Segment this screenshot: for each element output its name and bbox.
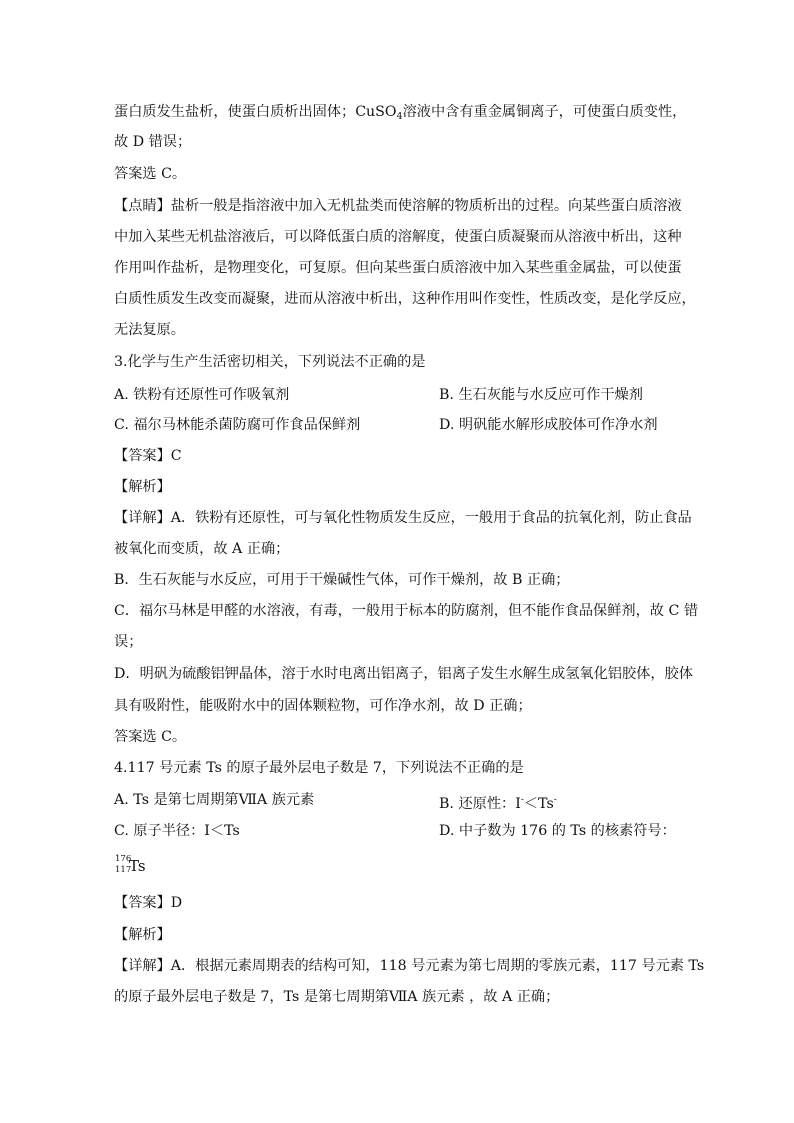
nuclide-mass-number: 176 xyxy=(115,854,132,864)
q3-detail-line-3: B．生石灰能与水反应，可用于干燥碱性气体，可作干燥剂，故 B 正确； xyxy=(114,572,570,588)
q3-option-a: A. 铁粉有还原性可作吸氧剂 xyxy=(114,387,290,403)
nuclide-atomic-number: 117 xyxy=(115,865,132,875)
q3-option-c: C. 福尔马林能杀菌防腐可作食品保鲜剂 xyxy=(114,417,361,433)
tip-line-5: 无法复原。 xyxy=(114,322,185,338)
prev-analysis-line-2: 故 D 错误； xyxy=(114,134,192,150)
q4-detail-line-2: 的原子最外层电子数是 7，Ts 是第七周期第ⅦA 族元素 ，故 A 正确； xyxy=(114,989,560,1005)
q3-detail-line-4: C．福尔马林是甲醛的水溶液，有毒，一般用于标本的防腐剂，但不能作食品保鲜剂，故 C 错 xyxy=(114,603,699,619)
q3-detail-line-7: 具有吸附性，能吸附水中的固体颗粒物，可作净水剂，故 D 正确； xyxy=(114,698,532,714)
q3-detail-line-6: D．明矾为硫酸铝钾晶体，溶于水时电离出铝离子，铝离子发生水解生成氢氧化铝胶体，胶体 xyxy=(114,666,693,682)
tip-line-4: 白质性质发生改变而凝聚，进而从溶液中析出，这种作用叫作变性，性质改变，是化学反应， xyxy=(114,291,696,307)
tip-line-1: 【点睛】盐析一般是指溶液中加入无机盐类而使溶解的物质析出的过程。向某些蛋白质溶液 xyxy=(114,198,682,214)
q4-option-d: D. 中子数为 176 的 Ts 的核素符号： xyxy=(439,823,676,839)
tip-line-2: 中加入某些无机盐溶液后，可以降低蛋白质的溶解度，使蛋白质凝聚而从溶液中析出，这种 xyxy=(114,229,682,245)
q3-final-answer: 答案选 C。 xyxy=(114,729,187,745)
nuclide-symbol xyxy=(114,854,164,878)
q3-detail-line-1: 【详解】A．铁粉有还原性，可与氧化性物质发生反应，一般用于食品的抗氧化剂，防止食品 xyxy=(114,510,692,526)
q3-stem: 3.化学与生产生活密切相关，下列说法不正确的是 xyxy=(114,354,426,370)
q3-detail-line-5: 误； xyxy=(114,634,143,650)
q3-detail-line-2: 被氧化而变质，故 A 正确； xyxy=(114,541,290,557)
prev-answer: 答案选 C。 xyxy=(114,166,187,182)
q4-detail-line-1: 【详解】A．根据元素周期表的结构可知，118 号元素为第七周期的零族元素，117 号元素 Ts xyxy=(114,958,705,974)
q4-answer-label: 【答案】D xyxy=(114,895,183,911)
q3-option-b: B. 生石灰能与水反应可作干燥剂 xyxy=(439,387,643,403)
q4-option-b: B. 还原性：I-＜Ts- xyxy=(439,795,557,812)
tip-line-3: 作用叫作盐析，是物理变化，可复原。但向某些蛋白质溶液中加入某些重金属盐，可以使蛋 xyxy=(114,260,682,276)
q4-stem: 4.117 号元素 Ts 的原子最外层电子数是 7，下列说法不正确的是 xyxy=(114,760,524,776)
q4-analysis-label: 【解析】 xyxy=(114,927,171,943)
q4-option-a: A. Ts 是第七周期第ⅦA 族元素 xyxy=(114,792,315,808)
nuclide-element: Ts xyxy=(129,857,146,875)
prev-analysis-line-1: 蛋白质发生盐析，使蛋白质析出固体；CuSO$_4$溶液中含有重金属铜离子，可使蛋白质变性， xyxy=(114,104,687,122)
q3-option-d: D. 明矾能水解形成胶体可作净水剂 xyxy=(439,417,658,433)
q3-analysis-label: 【解析】 xyxy=(114,479,171,495)
q4-option-c: C. 原子半径：I＜Ts xyxy=(114,823,240,839)
q3-answer-label: 【答案】C xyxy=(114,448,182,464)
